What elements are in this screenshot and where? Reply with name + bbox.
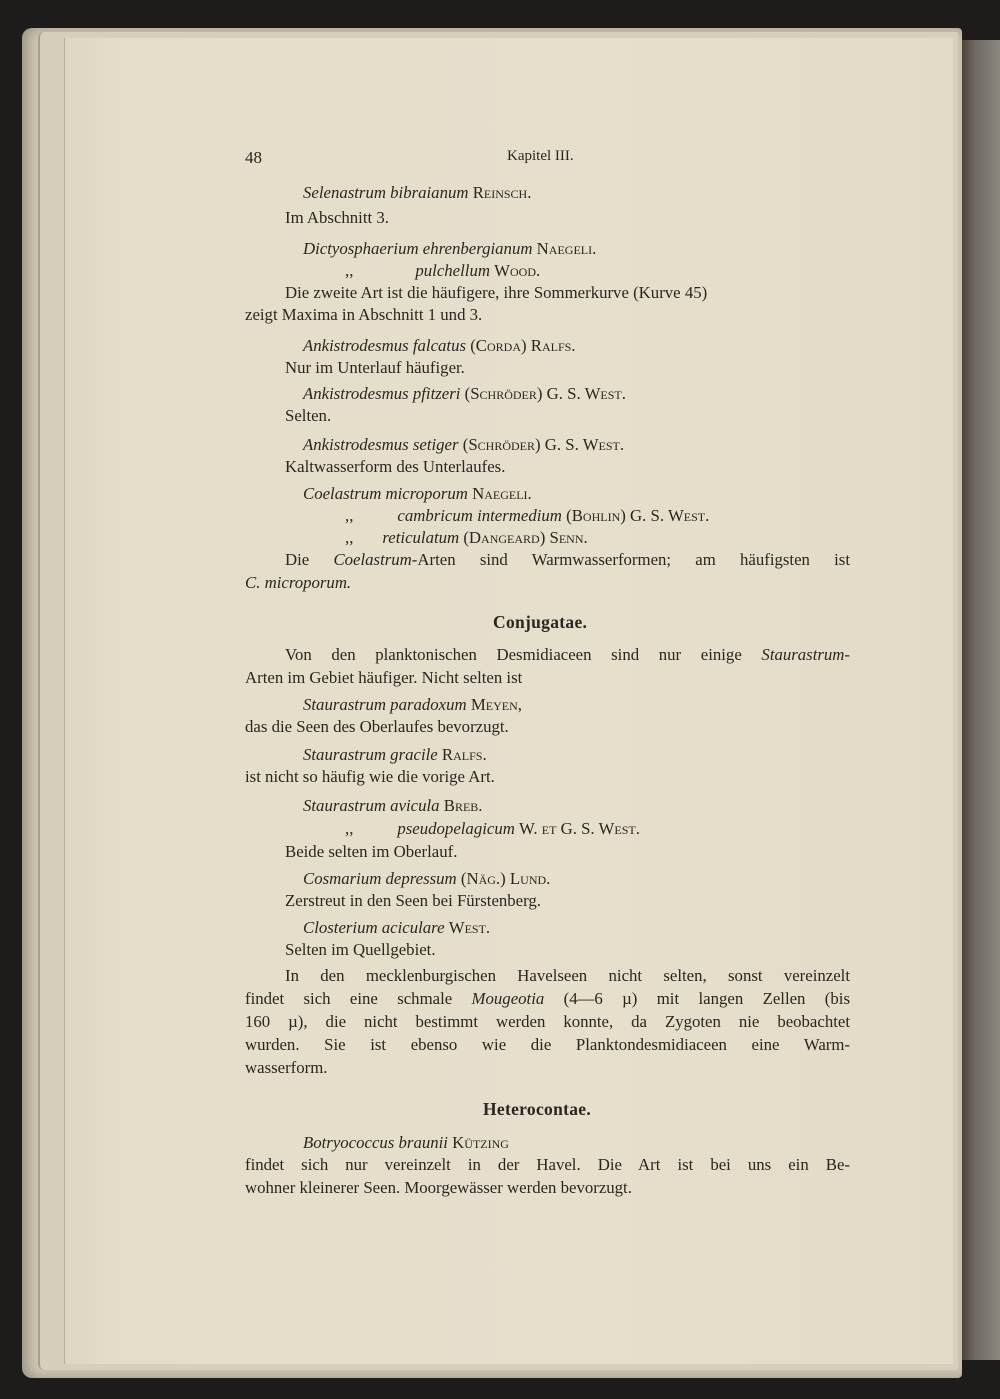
section-heading-conjugatae: Conjugatae.: [493, 612, 588, 632]
page-number: 48: [245, 148, 262, 167]
species-entry: Ankistrodesmus falcatus (Corda) Ralfs.: [303, 336, 576, 355]
species-entry: ,, pseudopelagicum W. et G. S. West.: [345, 819, 640, 838]
section-heading-heterocontae: Heterocontae.: [483, 1099, 592, 1119]
text-line: wasserform.: [245, 1058, 328, 1077]
species-entry: Staurastrum gracile Ralfs.: [303, 745, 487, 764]
text-line: ist nicht so häufig wie die vorige Art.: [245, 767, 495, 786]
species-entry: Closterium aciculare West.: [303, 918, 491, 937]
text-line: Selten.: [285, 406, 332, 425]
text-line: Zerstreut in den Seen bei Fürstenberg.: [285, 891, 542, 910]
species-entry: Botryococcus braunii Kützing: [303, 1133, 509, 1152]
text-line: In den mecklenburgischen Havelseen nicht selten, sonst vereinzelt: [285, 966, 850, 985]
species-entry: Coelastrum microporum Naegeli.: [303, 484, 532, 503]
text-line: wurden. Sie ist ebenso wie die Planktondesmidiaceen eine Warm-: [245, 1035, 850, 1054]
text-line: das die Seen des Oberlaufes bevorzugt.: [245, 717, 509, 736]
text-line: wohner kleinerer Seen. Moorgewässer werden bevorzugt.: [245, 1178, 632, 1197]
species-entry: Ankistrodesmus setiger (Schröder) G. S. West.: [303, 435, 625, 454]
species-entry: Staurastrum avicula Breb.: [303, 796, 483, 815]
text-line: findet sich eine schmale Mougeotia (4—6 µ) mit langen Zellen (bis: [245, 989, 850, 1008]
text-line: Kaltwasserform des Unterlaufes.: [285, 457, 506, 476]
text-line: 160 µ), die nicht bestimmt werden konnte, da Zygoten nie beobachtet: [245, 1012, 850, 1031]
text-line: Beide selten im Oberlauf.: [285, 842, 458, 861]
text-line: Von den planktonischen Desmidiaceen sind nur einige Staurastrum-: [285, 645, 850, 664]
text-line: findet sich nur vereinzelt in der Havel. Die Art ist bei uns ein Be-: [245, 1155, 850, 1174]
species-entry: ,, pulchellum Wood.: [345, 261, 541, 280]
text-line: Selten im Quellgebiet.: [285, 940, 436, 959]
species-entry: Selenastrum bibraianum Reinsch.: [303, 183, 532, 202]
adjacent-page-edge: [958, 40, 1000, 1360]
species-entry: Dictyosphaerium ehrenbergianum Naegeli.: [303, 239, 597, 258]
text-line: Die Coelastrum-Arten sind Warmwasserformen; am häufigsten ist: [285, 550, 851, 569]
page-header: [245, 148, 850, 168]
text-line: zeigt Maxima in Abschnitt 1 und 3.: [245, 305, 483, 324]
text-line: Die zweite Art ist die häufigere, ihre Sommerkurve (Kurve 45): [285, 283, 708, 302]
species-entry: ,, cambricum intermedium (Bohlin) G. S. West.: [345, 506, 710, 525]
text-line: Arten im Gebiet häufiger. Nicht selten ist: [245, 668, 523, 687]
running-head: Kapitel III.: [507, 148, 574, 164]
text-line: Im Abschnitt 3.: [285, 208, 389, 227]
species-entry: ,, reticulatum (Dangeard) Senn.: [345, 528, 588, 547]
species-entry: Ankistrodesmus pfitzeri (Schröder) G. S. West.: [303, 384, 626, 403]
text-line: Nur im Unterlauf häufiger.: [285, 358, 465, 377]
species-entry: Staurastrum paradoxum Meyen,: [303, 695, 522, 714]
species-entry: Cosmarium depressum (Näg.) Lund.: [303, 869, 551, 888]
text-line: C. microporum.: [245, 573, 352, 592]
